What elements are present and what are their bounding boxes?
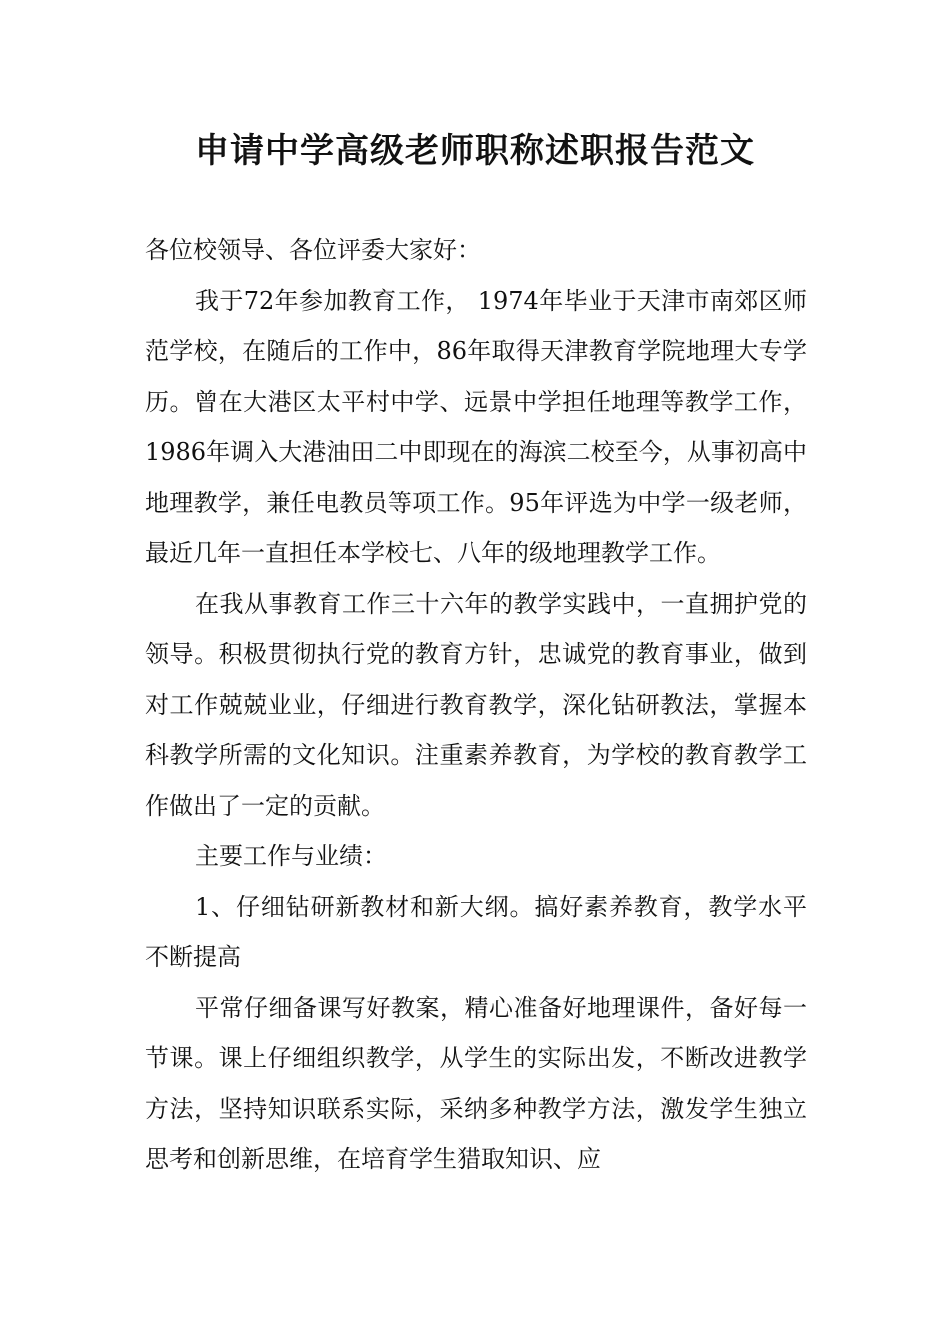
- attitude-paragraph: 在我从事教育工作三十六年的教学实践中，一直拥护党的领导。积极贯彻执行党的教育方针，忠诚党的教育事业，做到对工作兢兢业业，仔细进行教育教学，深化钻研教法，掌握本科教学所需的文化知识。注重素养教育，为学校的教育教学工作做出了一定的贡献。: [145, 589, 807, 820]
- teaching-paragraph: 平常仔细备课写好教案，精心准备好地理课件，备好每一节课。课上仔细组织教学，从学生的实际出发，不断改进教学方法，坚持知识联系实际，采纳多种教学方法，激发学生独立思考和创新思维，在培育学生猎取知识、应: [145, 993, 807, 1173]
- salutation-paragraph: 各位校领导、各位评委大家好：: [145, 236, 481, 264]
- section-heading: 主要工作与业绩：: [195, 842, 387, 870]
- document-title: 申请中学高级老师职称述职报告范文: [195, 131, 755, 171]
- subsection-heading: 1、仔细钻研新教材和新大纲。搞好素养教育，教学水平不断提高: [145, 892, 807, 971]
- document-body: [145, 225, 807, 1185]
- background-paragraph: 我于72年参加教育工作， 1974年毕业于天津市南郊区师范学校，在随后的工作中，86年取得天津教育学院地理大专学历。曾在大港区太平村中学、远景中学担任地理等教学工作，1986年调入大港油田二中即现在的海滨二校至今，从事初高中地理教学，兼任电教员等项工作。95年评选为中学一级老师，最近几年一直担任本学校七、八年的级地理教学工作。: [145, 286, 807, 567]
